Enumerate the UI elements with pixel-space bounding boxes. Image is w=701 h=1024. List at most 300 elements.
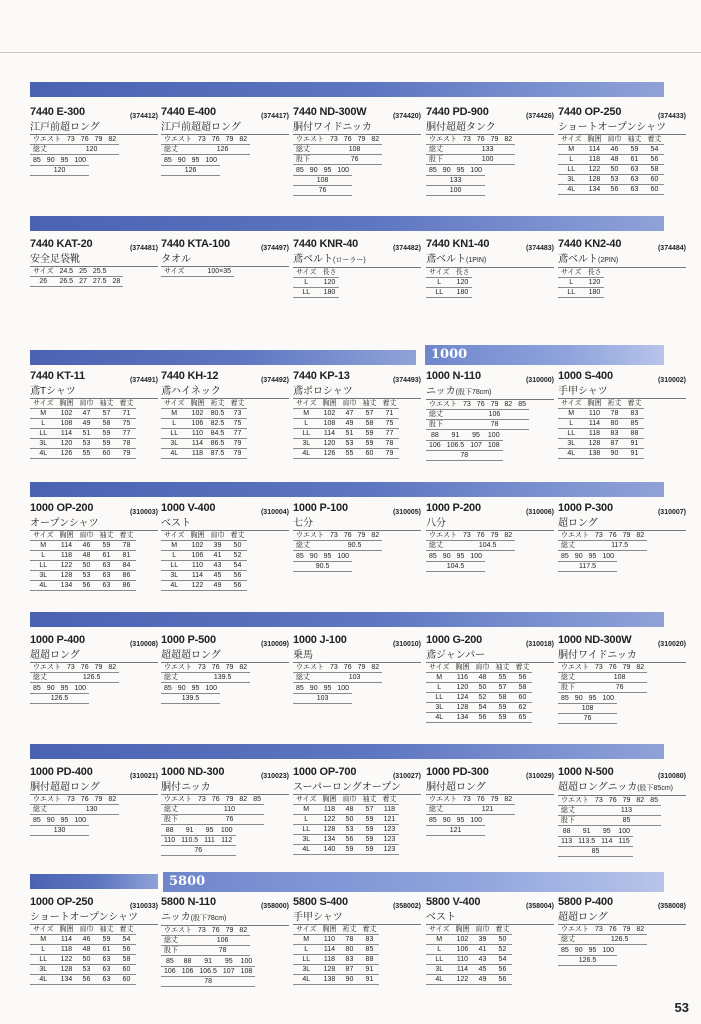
table-cell: 108 (60, 420, 73, 427)
table-cell: 76 (608, 926, 617, 933)
table-row (161, 449, 247, 459)
table-cell: 4L (567, 450, 576, 457)
table-cell: L (437, 279, 442, 286)
table-cell: L (41, 552, 46, 559)
table-cell: 126.5 (82, 674, 101, 681)
table-row (558, 449, 644, 459)
product-name-text: 鳶ポロシャツ (293, 386, 353, 397)
table-row (558, 847, 633, 857)
table-cell: 85 (630, 420, 639, 427)
table-cell: 総丈 (164, 806, 178, 813)
table-cell: 126.5 (610, 936, 629, 943)
size-table-extended (161, 826, 236, 856)
product-code: 1000 ND-300 (161, 766, 225, 778)
table-cell: 85 (429, 817, 437, 824)
table-cell: 102 (60, 410, 73, 417)
table-cell: 100 (470, 553, 483, 560)
table-cell: 肩巾 (342, 796, 357, 803)
table-cell: 着丈 (119, 400, 134, 407)
section-band (30, 744, 664, 759)
size-table (293, 135, 382, 165)
product-code: 1000 ND-300W (558, 634, 632, 646)
table-cell: 63 (630, 176, 639, 183)
table-row (293, 439, 399, 449)
table-cell: 100 (220, 827, 233, 834)
table-cell: 95 (191, 685, 200, 692)
product-name (293, 122, 421, 135)
size-table (426, 268, 472, 298)
table-cell: 総丈 (429, 146, 443, 153)
product-block (161, 108, 289, 176)
product-name (426, 122, 554, 135)
product-name (161, 386, 289, 399)
table-row (558, 288, 604, 298)
table-cell: 102 (323, 410, 336, 417)
table-cell: 79 (622, 532, 631, 539)
table-cell: 58 (498, 694, 507, 701)
table-cell: 76 (350, 156, 359, 163)
table-cell: 102 (456, 936, 469, 943)
header-row (30, 795, 119, 805)
product-header (293, 504, 421, 518)
table-cell: 55 (82, 450, 91, 457)
product-name-text: ショートオープンシャツ (558, 122, 667, 133)
size-table-extended (426, 816, 485, 836)
table-cell: 49 (213, 582, 222, 589)
table-cell: 胸囲 (59, 532, 74, 539)
table-cell: 76 (211, 664, 220, 671)
product-name (30, 782, 158, 795)
size-table-extended (558, 946, 617, 966)
table-cell: 73 (330, 532, 338, 539)
product-name (30, 518, 158, 531)
table-cell: 128 (323, 826, 336, 833)
table-row (161, 561, 247, 571)
table-cell: 91 (451, 432, 460, 439)
table-cell: 56 (82, 976, 91, 983)
table-cell: 78 (122, 440, 131, 447)
table-cell: ウエスト (429, 532, 457, 539)
table-cell: 82 (504, 401, 513, 408)
table-cell: 100 (74, 157, 87, 164)
product-sku: (358002) (392, 903, 421, 910)
header-row (293, 399, 399, 409)
table-cell: 73 (67, 664, 75, 671)
table-cell: 45 (478, 966, 487, 973)
table-cell: 52 (233, 552, 242, 559)
table-row (161, 409, 247, 419)
table-cell: 4L (39, 976, 48, 983)
table-cell: 56 (122, 946, 131, 953)
header-row (293, 925, 379, 935)
table-cell: 56 (610, 186, 619, 193)
table-cell: 122 (323, 816, 336, 823)
table-row (30, 945, 136, 955)
product-name-text: 八分 (426, 518, 446, 529)
table-cell: 118 (191, 450, 204, 457)
table-cell: 122 (60, 956, 73, 963)
table-row (30, 571, 136, 581)
product-header (161, 636, 289, 650)
table-row (558, 541, 647, 551)
table-cell: ウエスト (33, 136, 61, 143)
table-cell: 54 (122, 936, 131, 943)
product-block (558, 768, 686, 857)
table-cell: 58 (122, 956, 131, 963)
size-table (558, 796, 661, 826)
product-code: 1000 P-200 (426, 502, 481, 514)
table-cell: 43 (213, 562, 222, 569)
table-cell: 95 (588, 695, 597, 702)
table-row (558, 175, 664, 185)
product-name-text: 胴付ニッカ (161, 782, 211, 793)
table-cell: 76 (476, 532, 485, 539)
product-name (558, 386, 686, 399)
table-cell: 61 (630, 156, 639, 163)
table-cell: 82 (239, 136, 248, 143)
table-cell: 122 (456, 976, 469, 983)
table-row (426, 703, 532, 713)
table-cell: 100 (205, 157, 218, 164)
table-cell: 50 (610, 166, 619, 173)
table-cell: 123 (383, 846, 396, 853)
table-cell: 85 (33, 685, 41, 692)
size-table (30, 267, 123, 287)
table-cell: 79 (357, 532, 366, 539)
table-cell: 65 (518, 714, 527, 721)
product-name-text: 胴付ワイドニッカ (293, 122, 372, 133)
table-cell: 76 (608, 664, 617, 671)
product-name (161, 122, 289, 135)
table-cell: 120 (456, 279, 469, 286)
product-code: 1000 PD-300 (426, 766, 489, 778)
table-cell: 88 (365, 956, 374, 963)
table-cell: 56 (233, 572, 242, 579)
table-cell: 59 (365, 816, 374, 823)
product-header (293, 108, 421, 122)
table-cell: サイズ (561, 136, 582, 143)
table-cell: 79 (490, 401, 499, 408)
table-cell: 胸囲 (587, 400, 602, 407)
product-header (558, 240, 686, 254)
table-cell: 108 (323, 420, 336, 427)
section-band (30, 874, 158, 889)
table-cell: 78 (490, 421, 499, 428)
product-code: 1000 P-500 (161, 634, 216, 646)
table-cell: 134 (588, 186, 601, 193)
table-row (161, 836, 236, 846)
table-row (293, 288, 339, 298)
table-cell: 75 (122, 420, 131, 427)
header-row (293, 268, 339, 278)
table-cell: 25.5 (92, 268, 107, 275)
product-code: 7440 KTA-100 (161, 238, 230, 250)
table-cell: 108 (316, 177, 329, 184)
product-name-text: 鳶ベルト (426, 254, 466, 265)
product-name (426, 650, 554, 663)
table-cell: 73 (595, 532, 603, 539)
table-cell: 90 (574, 695, 583, 702)
product-sku: (310023) (260, 773, 289, 780)
product-name (161, 912, 289, 926)
table-cell: サイズ (429, 664, 450, 671)
table-cell: 140 (323, 846, 336, 853)
table-cell: 長さ (455, 269, 470, 276)
table-row (161, 684, 220, 694)
table-row (293, 975, 379, 985)
table-cell: サイズ (33, 532, 54, 539)
table-row (161, 815, 264, 825)
table-cell: 57 (102, 410, 111, 417)
table-cell: ウエスト (164, 664, 192, 671)
table-cell: 49 (82, 420, 91, 427)
product-name (30, 122, 158, 135)
table-cell: L (569, 156, 574, 163)
product-code: 1000 P-100 (293, 502, 348, 514)
table-row (558, 694, 617, 704)
table-cell: 肩巾 (79, 926, 94, 933)
table-cell: 120 (323, 440, 336, 447)
table-cell: 58 (518, 684, 527, 691)
product-name (293, 782, 421, 795)
product-code: 7440 E-300 (30, 106, 85, 118)
table-cell: 4L (302, 450, 311, 457)
table-cell: 106 (456, 946, 469, 953)
product-sku: (310020) (657, 641, 686, 648)
table-cell: 95 (323, 553, 332, 560)
table-cell: 90 (345, 976, 354, 983)
table-cell: 128 (323, 966, 336, 973)
table-cell: 100 (337, 553, 350, 560)
table-cell: 63 (102, 956, 111, 963)
table-cell: 着丈 (495, 926, 510, 933)
product-name-text: 手甲シャツ (293, 912, 343, 923)
table-cell: 126 (184, 167, 197, 174)
table-cell: 78 (218, 947, 227, 954)
product-block (161, 898, 289, 987)
table-cell: L (304, 279, 309, 286)
product-name-text: 七分 (293, 518, 313, 529)
table-cell: 106.5 (199, 968, 217, 975)
product-code: 7440 KN2-40 (558, 238, 622, 250)
table-cell: 120 (60, 440, 73, 447)
size-table-extended (426, 552, 485, 572)
table-row (426, 552, 485, 562)
table-cell: 3L (435, 966, 444, 973)
table-cell: 110 (191, 562, 204, 569)
table-cell: 股下 (429, 421, 443, 428)
table-cell: 63 (630, 186, 639, 193)
table-cell: 胸囲 (190, 532, 205, 539)
product-name-note: (2PIN) (598, 257, 619, 264)
table-cell: 79 (490, 532, 499, 539)
table-cell: 着丈 (647, 136, 662, 143)
table-cell: 76 (211, 136, 220, 143)
size-table (558, 399, 644, 459)
table-cell: LL (567, 430, 576, 437)
product-name (293, 386, 421, 399)
product-header (426, 898, 554, 912)
table-cell: 90 (309, 685, 318, 692)
table-cell: 87 (345, 966, 354, 973)
product-header (161, 108, 289, 122)
table-row (30, 439, 136, 449)
table-cell: 76 (615, 684, 624, 691)
table-row (30, 166, 89, 176)
product-name-text: オープンシャツ (30, 518, 99, 529)
table-cell: 79 (225, 927, 234, 934)
table-row (558, 956, 617, 966)
table-row (30, 826, 89, 836)
table-cell: 総丈 (429, 542, 443, 549)
table-cell: 78 (610, 410, 619, 417)
table-cell: 80 (610, 420, 619, 427)
table-row (558, 806, 661, 816)
product-sku: (374497) (260, 245, 289, 252)
table-row (30, 975, 136, 985)
product-name (426, 518, 554, 531)
table-cell: 総丈 (296, 674, 310, 681)
table-cell: 82 (504, 136, 513, 143)
table-cell: 56 (478, 714, 487, 721)
table-row (426, 975, 512, 985)
product-name (558, 782, 686, 796)
product-header (558, 636, 686, 650)
table-row (30, 156, 89, 166)
table-cell: 123 (383, 836, 396, 843)
table-row (30, 965, 136, 975)
table-cell: 110 (456, 956, 469, 963)
table-cell: 76 (80, 796, 89, 803)
table-row (426, 186, 485, 196)
product-header (161, 768, 289, 782)
table-cell: 84 (122, 562, 131, 569)
table-cell: 60 (122, 976, 131, 983)
table-cell: 73 (198, 927, 206, 934)
table-cell: 85 (429, 553, 437, 560)
table-cell: 114 (323, 430, 336, 437)
table-cell: 128 (60, 572, 73, 579)
table-row (426, 145, 515, 155)
table-cell: 59 (102, 430, 111, 437)
table-cell: 総丈 (33, 674, 47, 681)
table-cell: 95 (456, 553, 465, 560)
product-header (293, 240, 421, 254)
table-row (558, 935, 647, 945)
table-cell: 95 (588, 947, 597, 954)
table-row (30, 805, 119, 815)
table-cell: 114 (191, 440, 204, 447)
table-cell: 95 (602, 828, 611, 835)
product-code: 7440 KH-12 (161, 370, 219, 382)
table-cell: 着丈 (119, 532, 134, 539)
table-cell: 106 (164, 968, 176, 975)
size-table-extended (30, 684, 89, 704)
table-cell: 53 (82, 572, 91, 579)
table-cell: 59 (498, 704, 507, 711)
size-table (293, 531, 382, 551)
table-cell: 120 (323, 279, 336, 286)
size-table (30, 399, 136, 459)
table-cell: 59 (345, 846, 354, 853)
table-row (30, 541, 136, 551)
table-cell: 106 (181, 968, 194, 975)
table-cell: 58 (365, 420, 374, 427)
table-cell: 59 (102, 936, 111, 943)
table-cell: 79 (94, 136, 103, 143)
size-table-extended (558, 827, 633, 857)
table-cell: 57 (365, 806, 374, 813)
table-row (293, 673, 382, 683)
product-name (426, 254, 554, 268)
table-cell: 128 (60, 966, 73, 973)
table-cell: 肩巾 (475, 664, 490, 671)
product-header (161, 372, 289, 386)
table-cell: 4L (567, 186, 576, 193)
table-row (293, 835, 399, 845)
table-cell: 4L (39, 450, 48, 457)
product-name-note: (股下78cm) (190, 915, 227, 922)
table-row (161, 166, 220, 176)
table-cell: 114 (588, 420, 601, 427)
table-cell: 76 (343, 532, 352, 539)
size-table (558, 925, 647, 945)
table-cell: 53 (345, 826, 354, 833)
table-cell: 4L (302, 976, 311, 983)
table-cell: 88 (183, 958, 192, 965)
table-cell: 85 (429, 167, 437, 174)
header-row (426, 795, 515, 805)
size-table (30, 531, 136, 591)
size-table-extended (293, 166, 352, 196)
table-cell: 胸囲 (455, 926, 470, 933)
product-header (293, 898, 421, 912)
product-header (30, 768, 158, 782)
table-cell: L (41, 946, 46, 953)
table-cell: 総丈 (429, 806, 443, 813)
table-cell: サイズ (296, 926, 317, 933)
size-table (161, 926, 250, 956)
product-name-text: スーパーロングオープン (293, 782, 401, 793)
product-header (426, 240, 554, 254)
table-cell: 76 (194, 847, 203, 854)
product-header (426, 108, 554, 122)
table-row (426, 176, 485, 186)
table-cell: 134 (323, 836, 336, 843)
product-sku: (374482) (392, 245, 421, 252)
table-row (426, 278, 472, 288)
table-cell: 91 (630, 450, 639, 457)
table-cell: 106 (429, 442, 441, 449)
product-name (293, 650, 421, 663)
table-cell: 76 (343, 136, 352, 143)
table-cell: 56 (498, 966, 507, 973)
product-name (161, 650, 289, 663)
product-sku: (374492) (260, 377, 289, 384)
table-row (426, 805, 515, 815)
table-cell: 120 (85, 146, 98, 153)
table-cell: 126.5 (50, 695, 69, 702)
table-row (293, 541, 382, 551)
table-cell: L (304, 420, 309, 427)
table-cell: 88 (562, 828, 571, 835)
product-header (558, 108, 686, 122)
table-cell: 62 (518, 704, 527, 711)
product-header (161, 898, 289, 912)
table-row (293, 552, 352, 562)
product-name-text: 胴付超超タンク (426, 122, 496, 133)
table-row (558, 165, 664, 175)
